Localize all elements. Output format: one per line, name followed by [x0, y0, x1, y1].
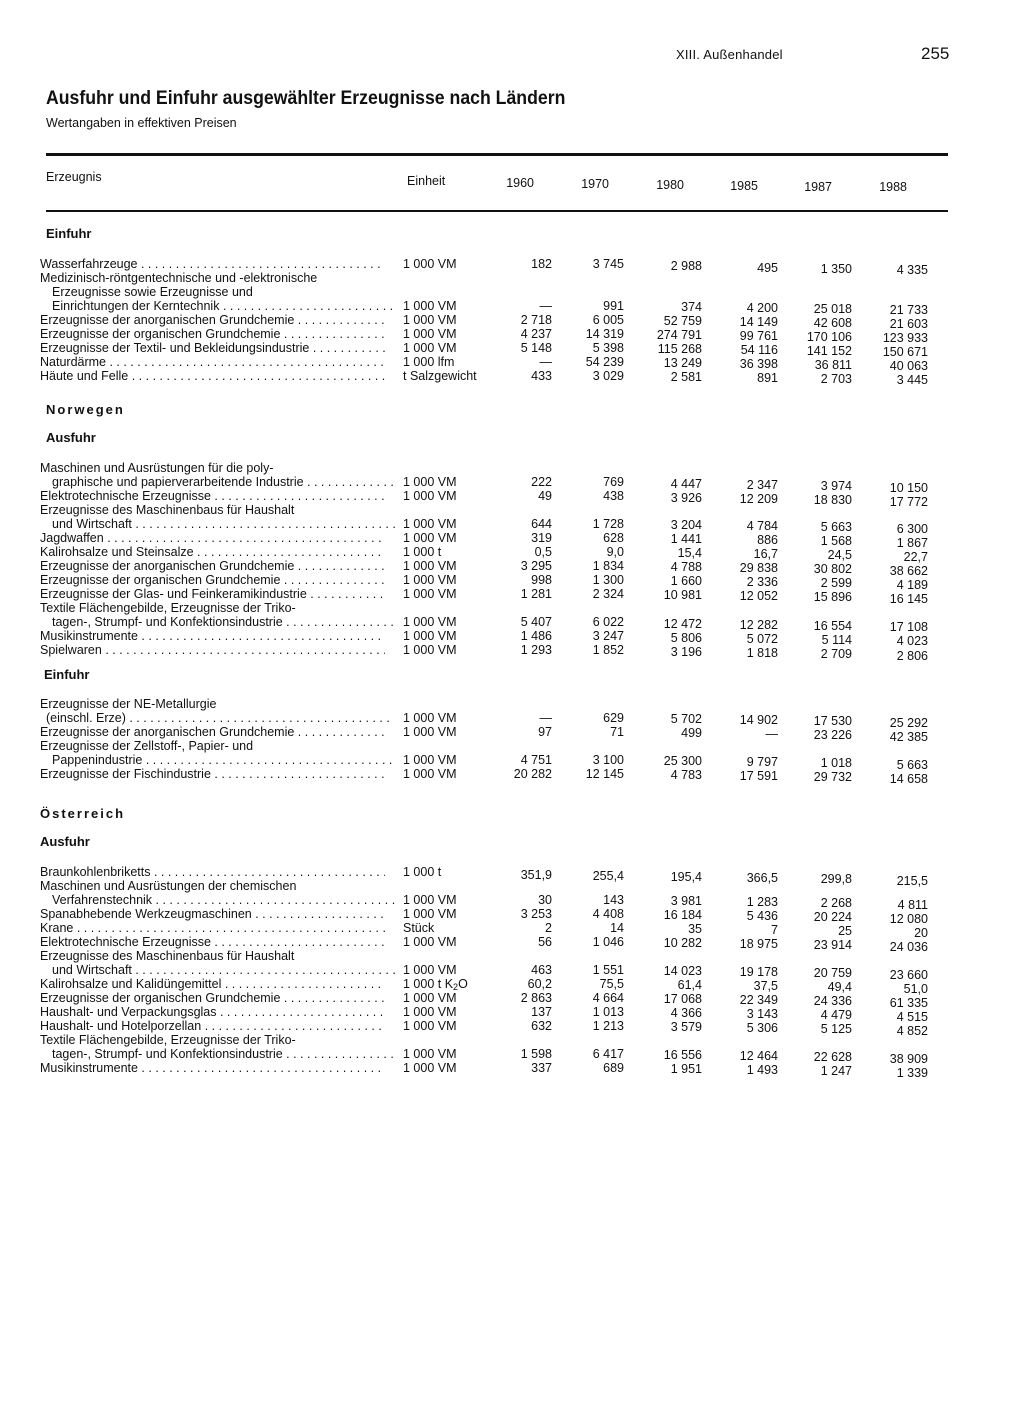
country-heading-oesterreich: Österreich: [40, 806, 126, 821]
table-row: Erzeugnisse der organischen Grundchemie . . . 1 000 VM 4 237 14 319 274 791 99 761 170 106 123 933: [0, 327, 1024, 341]
table-row: Wasserfahrzeuge . . . 1 000 VM 182 3 745 2 988 495 1 350 4 335: [0, 257, 1024, 271]
table-row: Pappenindustrie . . . 1 000 VM 4 751 3 100 25 300 9 797 1 018 5 663: [0, 753, 1024, 767]
header-rule: [46, 210, 948, 212]
table-row: Kalirohsalze und Steinsalze . . . 1 000 t 0,5 9,0 15,4 16,7 24,5 22,7: [0, 545, 1024, 559]
column-header-year: 1985: [730, 179, 758, 193]
table-row: Jagdwaffen . . . 1 000 VM 319 628 1 441 886 1 568 1 867: [0, 531, 1024, 545]
table-row: Spielwaren . . . 1 000 VM 1 293 1 852 3 196 1 818 2 709 2 806: [0, 643, 1024, 657]
table-row: Krane . . . Stück 2 14 35 7 25 20: [0, 921, 1024, 935]
table-row: Häute und Felle . . . t Salzgewicht 433 3 029 2 581 891 2 703 3 445: [0, 369, 1024, 383]
table-row: (einschl. Erze) . . . 1 000 VM — 629 5 702 14 902 17 530 25 292: [0, 711, 1024, 725]
table-row: Erzeugnisse der Fischindustrie . . . 1 000 VM 20 282 12 145 4 783 17 591 29 732 14 658: [0, 767, 1024, 781]
column-header-year: 1970: [581, 177, 609, 191]
table-row: Erzeugnisse der organischen Grundchemie . . . 1 000 VM 998 1 300 1 660 2 336 2 599 4 189: [0, 573, 1024, 587]
table-row: Kalirohsalze und Kalidüngemittel . . . 1 000 t $K_2O$ 60,2 75,5 61,4 37,5 49,4 51,0: [0, 977, 1024, 991]
table-row: Erzeugnisse der anorganischen Grundchemie . . . 1 000 VM 97 71 499 — 23 226 42 385: [0, 725, 1024, 739]
table-row: Erzeugnisse des Maschinenbaus für Haushalt: [40, 949, 295, 963]
table-row: Musikinstrumente . . . 1 000 VM 1 486 3 247 5 806 5 072 5 114 4 023: [0, 629, 1024, 643]
table-row: Maschinen und Ausrüstungen für die poly-: [40, 461, 274, 475]
table-row: und Wirtschaft . . . 1 000 VM 644 1 728 3 204 4 784 5 663 6 300: [0, 517, 1024, 531]
table-row: Erzeugnisse der organischen Grundchemie . . . 1 000 VM 2 863 4 664 17 068 22 349 24 336 61 335: [0, 991, 1024, 1005]
table-row: Textile Flächengebilde, Erzeugnisse der Triko-: [40, 601, 296, 615]
table-row: Einrichtungen der Kerntechnik . . . 1 000 VM — 991 374 4 200 25 018 21 733: [0, 299, 1024, 313]
table-title: Ausfuhr und Einfuhr ausgewählter Erzeugnisse nach Ländern: [46, 88, 566, 109]
section-heading-einfuhr: Einfuhr: [46, 226, 92, 241]
table-row: Maschinen und Ausrüstungen der chemischen: [40, 879, 297, 893]
table-row: graphische und papierverarbeitende Industrie . . . 1 000 VM 222 769 4 447 2 347 3 974 10 150: [0, 475, 1024, 489]
table-row: Naturdärme . . . 1 000 lfm — 54 239 13 249 36 398 36 811 40 063: [0, 355, 1024, 369]
table-row: tagen-, Strumpf- und Konfektionsindustrie . . . 1 000 VM 5 407 6 022 12 472 12 282 16 554 17 108: [0, 615, 1024, 629]
column-header-year: 1987: [804, 180, 832, 194]
section-heading-einfuhr: Einfuhr: [44, 667, 90, 682]
section-heading-ausfuhr: Ausfuhr: [40, 834, 90, 849]
column-header-year: 1980: [656, 178, 684, 192]
table-row: Erzeugnisse der Zellstoff-, Papier- und: [40, 739, 254, 753]
table-row: Medizinisch-röntgentechnische und -elektronische: [40, 271, 318, 285]
table-row: Erzeugnisse der Glas- und Feinkeramikindustrie . . . 1 000 VM 1 281 2 324 10 981 12 052 15 896 16 145: [0, 587, 1024, 601]
country-heading-norwegen: Norwegen: [46, 402, 125, 417]
table-row: Erzeugnisse der Textil- und Bekleidungsindustrie . . . 1 000 VM 5 148 5 398 115 268 54 116 141 152 150 671: [0, 341, 1024, 355]
column-header-unit: Einheit: [407, 174, 446, 188]
table-row: Verfahrenstechnik . . . 1 000 VM 30 143 3 981 1 283 2 268 4 811: [0, 893, 1024, 907]
top-rule: [46, 153, 948, 156]
column-header-year: 1988: [879, 180, 907, 194]
table-row: Braunkohlenbriketts . . . 1 000 t 351,9 255,4 195,4 366,5 299,8 215,5: [0, 865, 1024, 879]
table-row: Elektrotechnische Erzeugnisse . . . 1 000 VM 56 1 046 10 282 18 975 23 914 24 036: [0, 935, 1024, 949]
table-subtitle: Wertangaben in effektiven Preisen: [46, 116, 237, 130]
table-row: Erzeugnisse sowie Erzeugnisse und: [52, 285, 253, 299]
chapter-header: XIII. Außenhandel: [676, 47, 783, 62]
table-header: [0, 170, 1024, 206]
table-row: Erzeugnisse der anorganischen Grundchemie . . . 1 000 VM 3 295 1 834 4 788 29 838 30 802 38 662: [0, 559, 1024, 573]
table-row: Musikinstrumente . . . 1 000 VM 337 689 1 951 1 493 1 247 1 339: [0, 1061, 1024, 1075]
table-row: Erzeugnisse der NE-Metallurgie: [40, 697, 217, 711]
section-heading-ausfuhr: Ausfuhr: [46, 430, 96, 445]
table-row: Textile Flächengebilde, Erzeugnisse der Triko-: [40, 1033, 296, 1047]
table-row: Erzeugnisse der anorganischen Grundchemie . . . 1 000 VM 2 718 6 005 52 759 14 149 42 608 21 603: [0, 313, 1024, 327]
column-header-product: Erzeugnis: [46, 170, 102, 184]
table-row: Erzeugnisse des Maschinenbaus für Haushalt: [40, 503, 295, 517]
table-row: Spanabhebende Werkzeugmaschinen . . . 1 000 VM 3 253 4 408 16 184 5 436 20 224 12 080: [0, 907, 1024, 921]
table-row: Haushalt- und Verpackungsglas . . . 1 000 VM 137 1 013 4 366 3 143 4 479 4 515: [0, 1005, 1024, 1019]
table-row: tagen-, Strumpf- und Konfektionsindustrie . . . 1 000 VM 1 598 6 417 16 556 12 464 22 628 38 909: [0, 1047, 1024, 1061]
page-number: 255: [921, 44, 950, 63]
table-row: Haushalt- und Hotelporzellan . . . 1 000 VM 632 1 213 3 579 5 306 5 125 4 852: [0, 1019, 1024, 1033]
table-row: und Wirtschaft . . . 1 000 VM 463 1 551 14 023 19 178 20 759 23 660: [0, 963, 1024, 977]
column-header-year: 1960: [506, 176, 534, 190]
table-row: Elektrotechnische Erzeugnisse . . . 1 000 VM 49 438 3 926 12 209 18 830 17 772: [0, 489, 1024, 503]
